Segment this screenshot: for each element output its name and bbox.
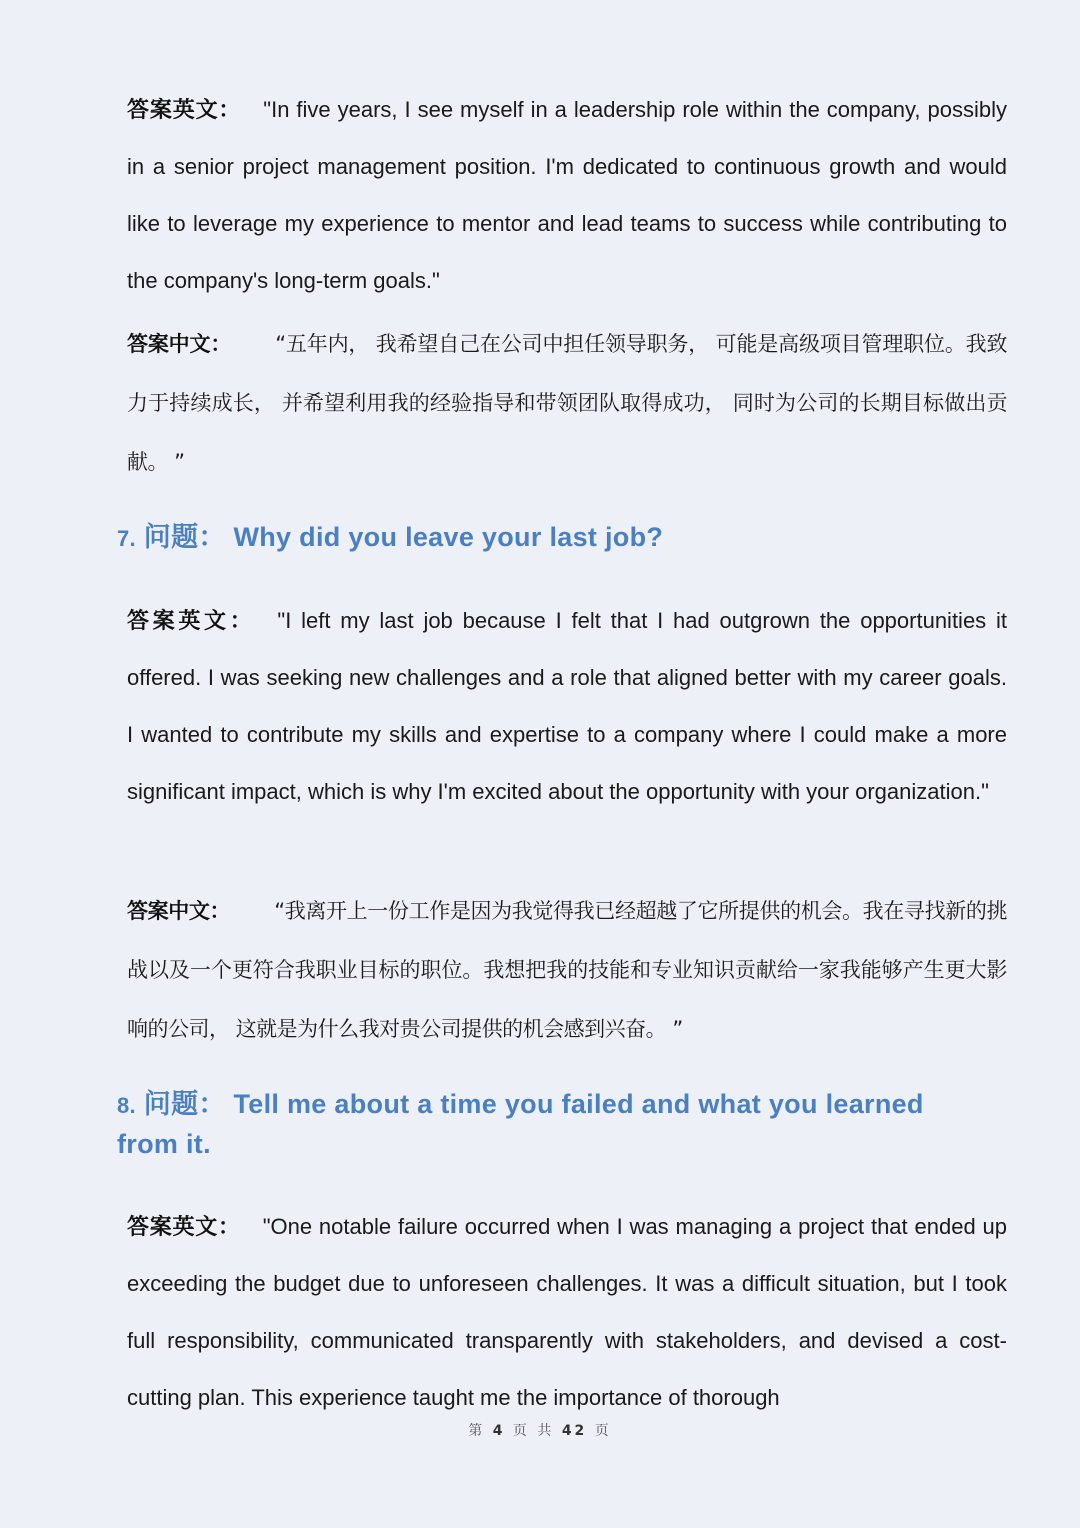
answer-en-label: 答案英文： (127, 97, 242, 122)
answer-zh-label: 答案中文： (127, 899, 231, 923)
answer-zh-q7 (127, 882, 1007, 1059)
answer-en-q8 (127, 1198, 1007, 1426)
footer-middle: 页 共 (512, 1423, 555, 1439)
answer-zh-q6 (127, 315, 1007, 492)
answer-zh-label: 答案中文： (127, 332, 232, 356)
answer-en-q6 (127, 81, 1007, 309)
answer-zh-text: “我离开上一份工作是因为我觉得我已经超越了它所提供的机会。我在寻找新的挑战以及一个更符合我职业目标的职位。我想把我的技能和专业知识贡献给一家我能够产生更大影响的公司， 这就是为什么我对贵公司提供的机会感到兴奋。 ” (127, 899, 1007, 1041)
answer-en-label: 答案英文： (127, 608, 256, 633)
question-8-heading (117, 1085, 967, 1163)
question-prefix: 问题： (143, 1089, 226, 1119)
question-prefix: 问题： (143, 522, 226, 552)
page-footer (0, 1420, 1080, 1440)
footer-suffix: 页 (594, 1423, 612, 1439)
answer-zh-text: “五年内， 我希望自己在公司中担任领导职务， 可能是高级项目管理职位。我致力于持续成长， 并希望利用我的经验指导和带领团队取得成功， 同时为公司的长期目标做出贡献。 ” (127, 332, 1008, 474)
question-number: 8. (117, 1093, 136, 1118)
answer-en-q7 (127, 592, 1007, 820)
answer-en-text: "One notable failure occurred when I was managing a project that ended up exceeding the budget due to unforeseen challenges. It was a difficult situation, but I took full responsibility, communicated transparently with stakeholders, and devised a cost-cutting plan. This experience taught me the importance of thorough (127, 1214, 1007, 1410)
answer-en-text: "In five years, I see myself in a leadership role within the company, possibly in a senior project management position. I'm dedicated to continuous growth and would like to leverage my experience to mentor and lead teams to success while contributing to the company's long-term goals." (127, 97, 1007, 293)
footer-total-pages: 42 (561, 1423, 588, 1439)
answer-en-text: "I left my last job because I felt that I had outgrown the opportunities it offered. I was seeking new challenges and a role that aligned better with my career goals. I wanted to contribute my skills and expertise to a company where I could make a more significant impact, which is why I'm excited about the opportunity with your organization." (127, 608, 1007, 804)
question-text: Why did you leave your last job? (233, 522, 664, 552)
question-text: Tell me about a time you failed and what you learned from it. (117, 1089, 924, 1159)
footer-prefix: 第 (468, 1423, 486, 1439)
footer-page-number: 4 (492, 1423, 506, 1439)
answer-en-label: 答案英文： (127, 1214, 241, 1239)
question-number: 7. (117, 526, 136, 551)
question-7-heading (117, 518, 967, 558)
